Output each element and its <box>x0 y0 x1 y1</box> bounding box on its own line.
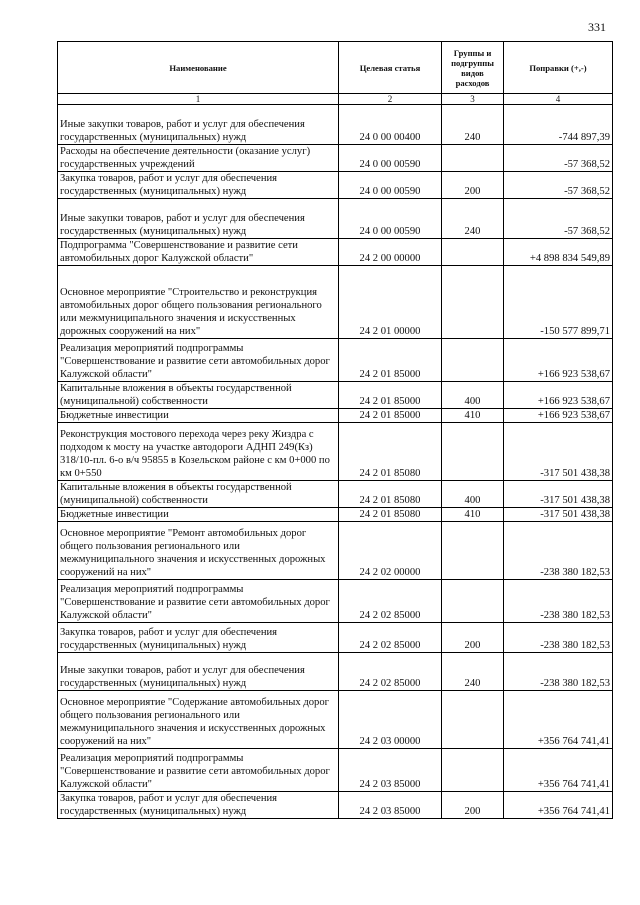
row-amount-cell: -317 501 438,38 <box>504 423 613 481</box>
table-row <box>58 409 613 423</box>
row-name-cell: Капитальные вложения в объекты государственной (муниципальной) собственности <box>58 481 339 508</box>
row-group-cell: 240 <box>442 653 504 691</box>
row-target-code-cell: 24 2 02 85000 <box>339 580 442 623</box>
row-name-cell: Бюджетные инвестиции <box>58 508 339 522</box>
row-amount-cell: -57 368,52 <box>504 145 613 172</box>
row-group-cell <box>442 339 504 382</box>
row-name-cell: Основное мероприятие "Ремонт автомобильных дорог общего пользования регионального или межмуниципального значения и искусственных дорожных сооружений на них" <box>58 522 339 580</box>
table-row <box>58 382 613 409</box>
row-amount-cell: +4 898 834 549,89 <box>504 239 613 266</box>
table-row <box>58 481 613 508</box>
table-header-row <box>58 42 613 94</box>
table-row <box>58 580 613 623</box>
row-group-cell: 200 <box>442 792 504 819</box>
row-group-cell: 200 <box>442 172 504 199</box>
column-number: 1 <box>58 94 339 105</box>
row-amount-cell: -744 897,39 <box>504 105 613 145</box>
row-target-code-cell: 24 2 01 85080 <box>339 481 442 508</box>
row-name-cell: Реализация мероприятий подпрограммы "Совершенствование и развитие сети автомобильных дорог Калужской области" <box>58 580 339 623</box>
table-row <box>58 239 613 266</box>
table-row <box>58 691 613 749</box>
row-target-code-cell: 24 2 01 85000 <box>339 409 442 423</box>
table-row <box>58 266 613 339</box>
row-target-code-cell: 24 2 01 85080 <box>339 508 442 522</box>
row-group-cell <box>442 749 504 792</box>
table-row <box>58 339 613 382</box>
row-target-code-cell: 24 2 02 00000 <box>339 522 442 580</box>
row-target-code-cell: 24 0 00 00590 <box>339 172 442 199</box>
row-name-cell: Иные закупки товаров, работ и услуг для обеспечения государственных (муниципальных) нужд <box>58 105 339 145</box>
row-amount-cell: -317 501 438,38 <box>504 508 613 522</box>
column-number: 3 <box>442 94 504 105</box>
row-target-code-cell: 24 2 03 85000 <box>339 792 442 819</box>
row-amount-cell: +166 923 538,67 <box>504 339 613 382</box>
budget-amendments-table <box>57 41 613 819</box>
row-amount-cell: +356 764 741,41 <box>504 749 613 792</box>
row-name-cell: Закупка товаров, работ и услуг для обеспечения государственных (муниципальных) нужд <box>58 172 339 199</box>
row-target-code-cell: 24 2 01 85080 <box>339 423 442 481</box>
row-target-code-cell: 24 2 03 85000 <box>339 749 442 792</box>
table-row <box>58 623 613 653</box>
row-target-code-cell: 24 2 02 85000 <box>339 653 442 691</box>
header-target: Целевая статья <box>339 42 442 94</box>
row-amount-cell: +166 923 538,67 <box>504 409 613 423</box>
row-group-cell: 240 <box>442 199 504 239</box>
row-name-cell: Подпрограмма "Совершенствование и развитие сети автомобильных дорог Калужской области" <box>58 239 339 266</box>
header-groups: Группы и подгруппы видов расходов <box>442 42 504 94</box>
row-group-cell <box>442 522 504 580</box>
table-row <box>58 508 613 522</box>
row-name-cell: Иные закупки товаров, работ и услуг для обеспечения государственных (муниципальных) нужд <box>58 653 339 691</box>
row-group-cell: 400 <box>442 481 504 508</box>
row-target-code-cell: 24 2 01 85000 <box>339 382 442 409</box>
table-row <box>58 145 613 172</box>
table-row <box>58 105 613 145</box>
table-row <box>58 522 613 580</box>
row-amount-cell: -238 380 182,53 <box>504 522 613 580</box>
table-body <box>58 105 613 819</box>
table-row <box>58 792 613 819</box>
row-name-cell: Капитальные вложения в объекты государственной (муниципальной) собственности <box>58 382 339 409</box>
row-group-cell <box>442 580 504 623</box>
row-name-cell: Иные закупки товаров, работ и услуг для обеспечения государственных (муниципальных) нужд <box>58 199 339 239</box>
row-group-cell <box>442 423 504 481</box>
row-amount-cell: -150 577 899,71 <box>504 266 613 339</box>
row-name-cell: Реконструкция мостового перехода через реку Жиздра с подходом к мосту на участке автодороги АДНП 249(Кз) 318/10-пл. 6-о в/ч 95855 в Козельском районе с км 0+000 по км 0+550 <box>58 423 339 481</box>
row-amount-cell: +166 923 538,67 <box>504 382 613 409</box>
row-target-code-cell: 24 2 00 00000 <box>339 239 442 266</box>
row-name-cell: Основное мероприятие "Строительство и реконструкция автомобильных дорог общего пользования регионального или межмуниципального значения и искусственных дорожных сооружений на них" <box>58 266 339 339</box>
row-amount-cell: +356 764 741,41 <box>504 691 613 749</box>
row-amount-cell: -317 501 438,38 <box>504 481 613 508</box>
row-name-cell: Расходы на обеспечение деятельности (оказание услуг) государственных учреждений <box>58 145 339 172</box>
row-name-cell: Закупка товаров, работ и услуг для обеспечения государственных (муниципальных) нужд <box>58 623 339 653</box>
column-number-row <box>58 94 613 105</box>
row-group-cell <box>442 145 504 172</box>
row-amount-cell: +356 764 741,41 <box>504 792 613 819</box>
row-amount-cell: -238 380 182,53 <box>504 623 613 653</box>
row-name-cell: Реализация мероприятий подпрограммы "Совершенствование и развитие сети автомобильных дорог Калужской области" <box>58 339 339 382</box>
row-target-code-cell: 24 0 00 00590 <box>339 199 442 239</box>
row-group-cell: 200 <box>442 623 504 653</box>
row-name-cell: Закупка товаров, работ и услуг для обеспечения государственных (муниципальных) нужд <box>58 792 339 819</box>
table-row <box>58 749 613 792</box>
row-group-cell: 400 <box>442 382 504 409</box>
column-number: 4 <box>504 94 613 105</box>
row-target-code-cell: 24 2 01 00000 <box>339 266 442 339</box>
row-amount-cell: -57 368,52 <box>504 172 613 199</box>
row-group-cell <box>442 691 504 749</box>
row-target-code-cell: 24 0 00 00400 <box>339 105 442 145</box>
row-group-cell <box>442 266 504 339</box>
row-name-cell: Бюджетные инвестиции <box>58 409 339 423</box>
row-name-cell: Реализация мероприятий подпрограммы "Совершенствование и развитие сети автомобильных дорог Калужской области" <box>58 749 339 792</box>
row-target-code-cell: 24 2 03 00000 <box>339 691 442 749</box>
header-amendments: Поправки (+,-) <box>504 42 613 94</box>
column-number: 2 <box>339 94 442 105</box>
table-row <box>58 199 613 239</box>
row-amount-cell: -238 380 182,53 <box>504 653 613 691</box>
row-amount-cell: -57 368,52 <box>504 199 613 239</box>
table-row <box>58 423 613 481</box>
row-name-cell: Основное мероприятие "Содержание автомобильных дорог общего пользования регионального или межмуниципального значения и искусственных дорожных сооружений на них" <box>58 691 339 749</box>
row-group-cell: 240 <box>442 105 504 145</box>
page-number: 331 <box>588 20 606 34</box>
table-row <box>58 653 613 691</box>
table-row <box>58 172 613 199</box>
row-group-cell <box>442 239 504 266</box>
row-group-cell: 410 <box>442 508 504 522</box>
header-name: Наименование <box>58 42 339 94</box>
row-target-code-cell: 24 2 01 85000 <box>339 339 442 382</box>
row-group-cell: 410 <box>442 409 504 423</box>
row-target-code-cell: 24 2 02 85000 <box>339 623 442 653</box>
row-target-code-cell: 24 0 00 00590 <box>339 145 442 172</box>
row-amount-cell: -238 380 182,53 <box>504 580 613 623</box>
